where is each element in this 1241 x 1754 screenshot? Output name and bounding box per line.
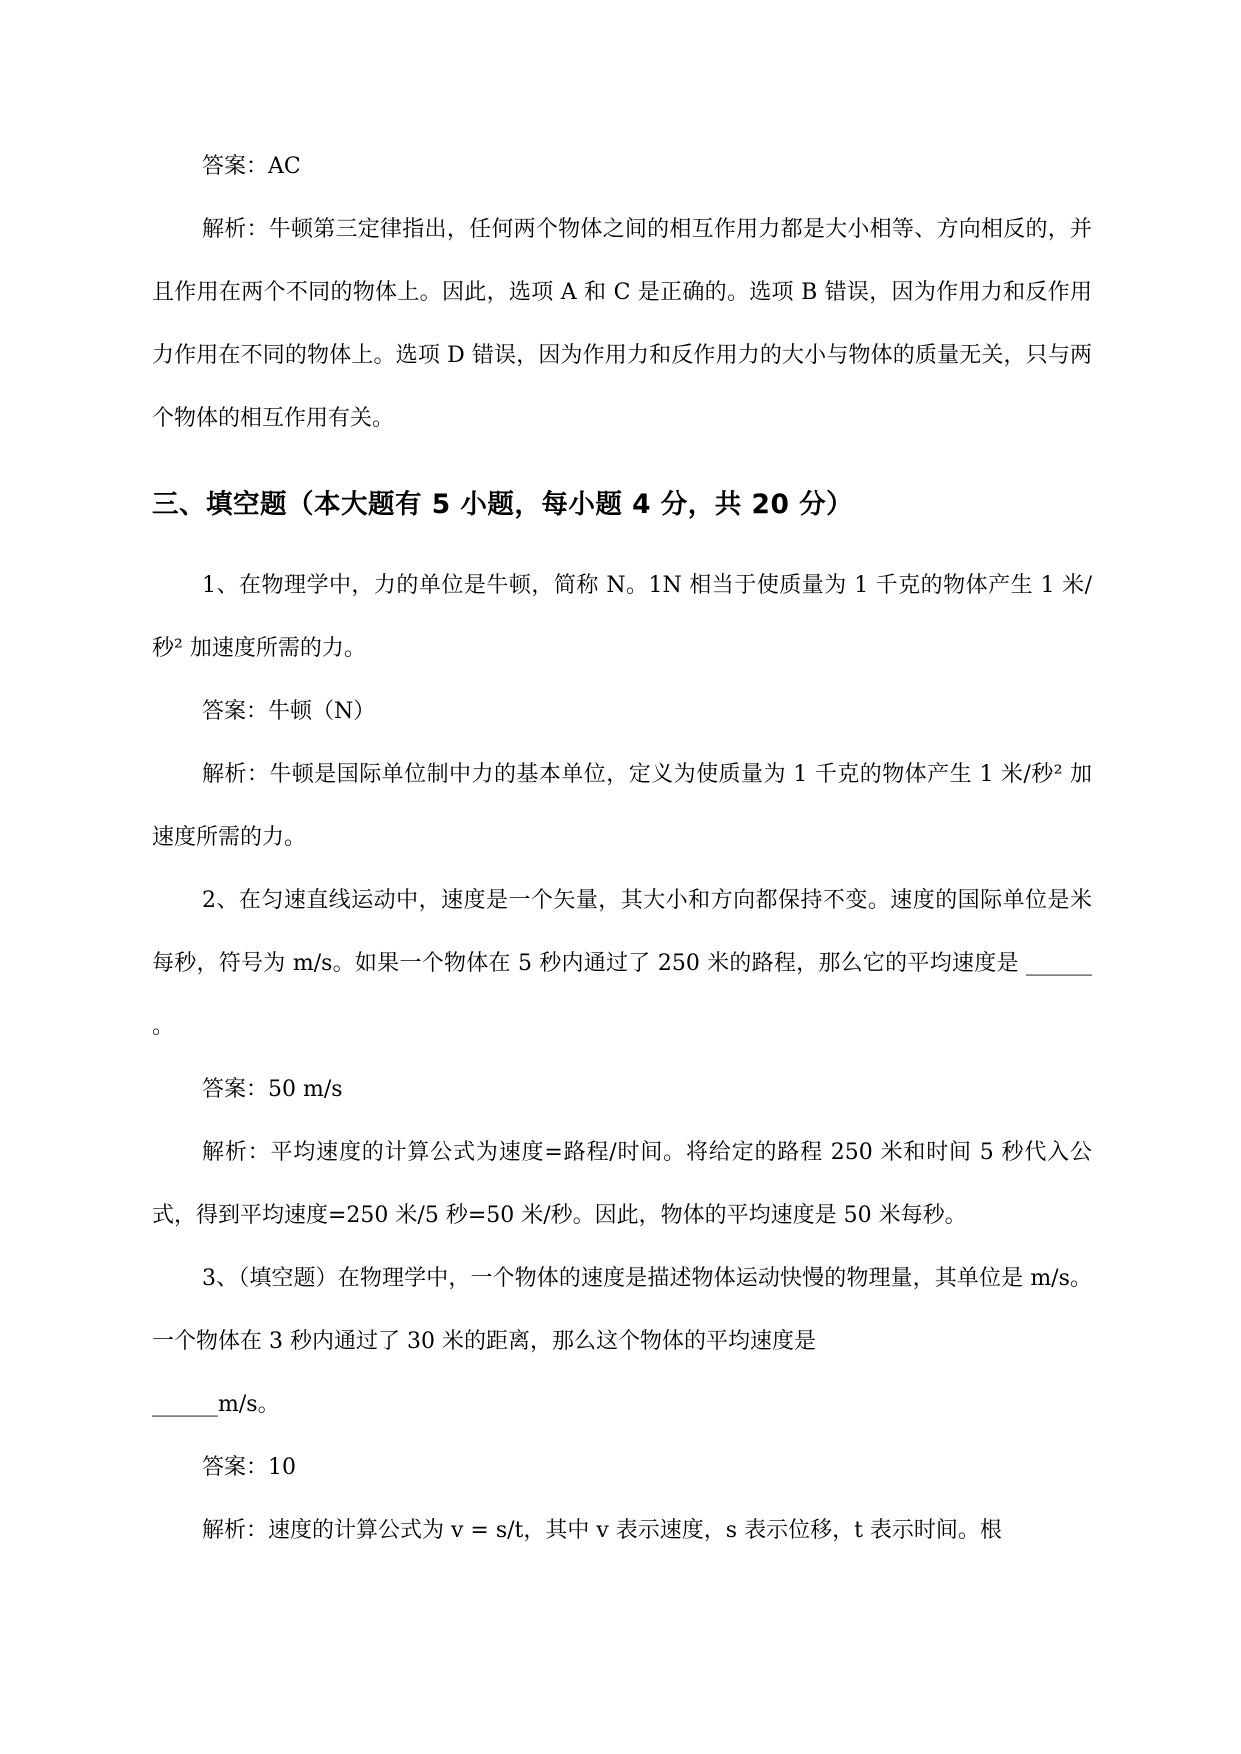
question-3: 3、（填空题）在物理学中，一个物体的速度是描述物体运动快慢的物理量，其单位是 m/s。一个物体在 3 秒内通过了 30 米的距离，那么这个物体的平均速度是: [152, 1266, 1092, 1354]
analysis-2: 解析：平均速度的计算公式为速度=路程/时间。将给定的路程 250 米和时间 5 秒代入公式，得到平均速度=250 米/5 秒=50 米/秒。因此，物体的平均速度是 50 米每秒。: [152, 1140, 1092, 1228]
prev-answer: 答案：AC: [202, 154, 301, 179]
question-2: 2、在匀速直线运动中，速度是一个矢量，其大小和方向都保持不变。速度的国际单位是米每秒，符号为 m/s。如果一个物体在 5 秒内通过了 250 米的路程，那么它的平均速度是 ______ 。: [152, 888, 1092, 1039]
question-1: 1、在物理学中，力的单位是牛顿，简称 N。1N 相当于使质量为 1 千克的物体产生 1 米/秒² 加速度所需的力。: [152, 573, 1092, 661]
section-title: 三、填空题（本大题有 5 小题，每小题 4 分，共 20 分）: [152, 489, 854, 520]
analysis-3: 解析：速度的计算公式为 v = s/t，其中 v 表示速度，s 表示位移，t 表示时间。根: [202, 1518, 1002, 1543]
page-content: [152, 135, 1092, 1562]
question-3-blank: ______m/s。: [152, 1392, 280, 1417]
prev-analysis: 解析：牛顿第三定律指出，任何两个物体之间的相互作用力都是大小相等、方向相反的，并且作用在两个不同的物体上。因此，选项 A 和 C 是正确的。选项 B 错误，因为作用力和反作用力作用在不同的物体上。选项 D 错误，因为作用力和反作用力的大小与物体的质量无关，只与两个物体的相互作用有关。: [152, 217, 1092, 431]
analysis-1: 解析：牛顿是国际单位制中力的基本单位，定义为使质量为 1 千克的物体产生 1 米/秒² 加速度所需的力。: [152, 762, 1092, 850]
answer-2: 答案：50 m/s: [202, 1077, 343, 1102]
answer-3: 答案：10: [202, 1455, 296, 1480]
answer-1: 答案：牛顿（N）: [202, 699, 376, 724]
